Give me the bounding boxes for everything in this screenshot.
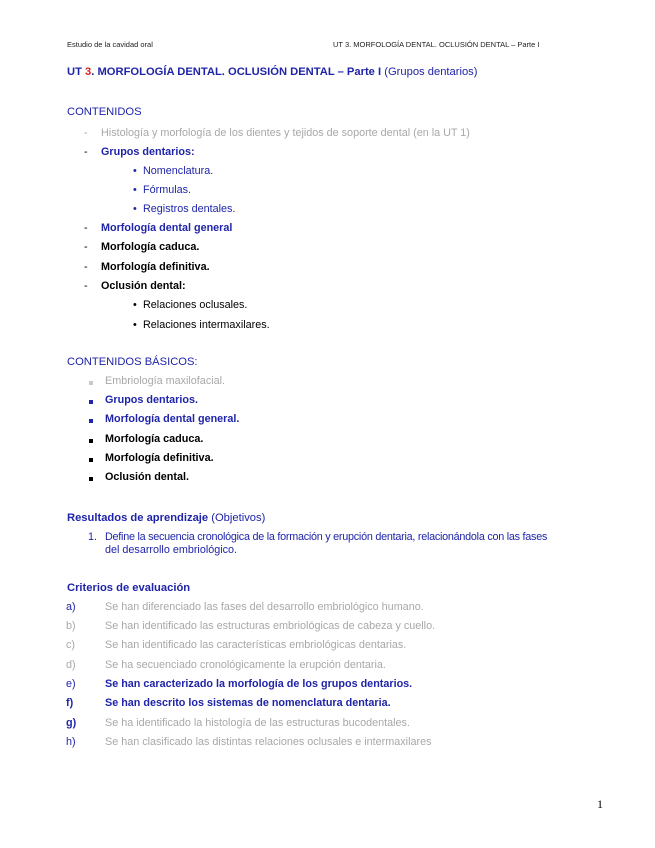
contenidos-heading: CONTENIDOS [67, 106, 142, 118]
sub-bullet: • [133, 184, 137, 196]
running-header-right: UT 3. MORFOLOGÍA DENTAL. OCLUSIÓN DENTAL – Parte I [333, 40, 540, 49]
contenidos-item: Morfología definitiva. [101, 261, 210, 273]
criterio-text: Se han identificado las estructuras embriológicas de cabeza y cuello. [105, 620, 436, 632]
criterio-label: h) [66, 736, 76, 748]
basicos-item: Morfología dental general. [105, 413, 240, 425]
criterio-label: g) [66, 717, 77, 729]
criterio-text: Se han clasificado las distintas relaciones oclusales e intermaxilares [105, 736, 432, 748]
basicos-heading: CONTENIDOS BÁSICOS: [67, 356, 198, 368]
square-bullet [89, 477, 93, 481]
contenidos-item: Morfología caduca. [101, 241, 200, 253]
page-number: 1 [597, 797, 603, 811]
criterio-text: Se han identificado las características embriológicas dentarias. [105, 639, 407, 651]
title-prefix: UT [67, 66, 86, 78]
criterio-text: Se ha secuenciado cronológicamente la erupción dentaria. [105, 659, 386, 671]
title-main: . MORFOLOGÍA DENTAL. OCLUSIÓN DENTAL – Parte I [91, 66, 382, 78]
criterio-label: f) [66, 697, 74, 709]
resultados-heading-main: Resultados de aprendizaje [67, 512, 209, 524]
contenidos-item: Morfología dental general [101, 222, 233, 234]
contenidos-subitem: Fórmulas. [143, 184, 191, 196]
contenidos-subitem: Registros dentales. [143, 203, 236, 215]
resultados-number: 1. [88, 531, 98, 543]
basicos-item: Morfología definitiva. [105, 452, 214, 464]
criterio-label: d) [66, 659, 76, 671]
title-tail: (Grupos dentarios) [381, 66, 478, 78]
criterio-label: b) [66, 620, 76, 632]
contenidos-item: Oclusión dental: [101, 280, 186, 292]
title-unit-number: 3 [85, 66, 92, 78]
contenidos-dash: - [84, 146, 88, 158]
basicos-item: Morfología caduca. [105, 433, 204, 445]
contenidos-dash: - [84, 127, 88, 139]
criterio-label: e) [66, 678, 76, 690]
square-bullet [89, 381, 93, 385]
contenidos-dash: - [84, 241, 88, 253]
resultados-line: Define la secuencia cronológica de la formación y erupción dentaria, relacionándola con las fases [105, 531, 548, 543]
resultados-heading-tail: (Objetivos) [208, 512, 266, 524]
basicos-item: Oclusión dental. [105, 471, 189, 483]
contenidos-subitem: Relaciones oclusales. [143, 299, 248, 311]
criterio-label: a) [66, 601, 76, 613]
criterio-text: Se han diferenciado las fases del desarrollo embriológico humano. [105, 601, 424, 613]
sub-bullet: • [133, 299, 137, 311]
sub-bullet: • [133, 165, 137, 177]
basicos-item: Grupos dentarios. [105, 394, 198, 406]
contenidos-subitem: Nomenclatura. [143, 165, 214, 177]
contenidos-item: Grupos dentarios: [101, 146, 195, 158]
contenidos-dash: - [84, 280, 88, 292]
square-bullet [89, 458, 93, 462]
square-bullet [89, 419, 93, 423]
document-title [67, 66, 478, 78]
criterio-label: c) [66, 639, 75, 651]
basicos-item: Embriología maxilofacial. [105, 375, 226, 387]
resultados-line: del desarrollo embriológico. [105, 544, 238, 556]
sub-bullet: • [133, 319, 137, 331]
contenidos-dash: - [84, 222, 88, 234]
sub-bullet: • [133, 203, 137, 215]
resultados-heading [67, 512, 265, 524]
criterios-heading: Criterios de evaluación [67, 582, 191, 594]
contenidos-subitem: Relaciones intermaxilares. [143, 319, 270, 331]
square-bullet [89, 400, 93, 404]
criterio-text: Se han descrito los sistemas de nomenclatura dentaria. [105, 697, 391, 709]
criterio-text: Se han caracterizado la morfología de los grupos dentarios. [105, 678, 413, 690]
running-header-left: Estudio de la cavidad oral [67, 40, 153, 49]
contenidos-dash: - [84, 261, 88, 273]
square-bullet [89, 439, 93, 443]
criterio-text: Se ha identificado la histología de las estructuras bucodentales. [105, 717, 410, 729]
contenidos-item: Histología y morfología de los dientes y tejidos de soporte dental (en la UT 1) [101, 127, 470, 139]
